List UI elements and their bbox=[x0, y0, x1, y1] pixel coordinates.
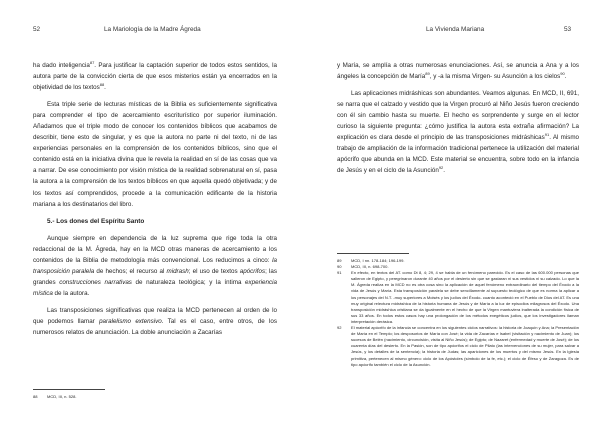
footnote-ref: 90 bbox=[560, 70, 565, 76]
page-number: 52 bbox=[33, 26, 41, 33]
footnote-ref: 91 bbox=[544, 132, 550, 138]
paragraph: Aunque siempre en dependencia de la luz suprema que rige toda la otra redaccional de la M. Ágreda, hay en la MCD otras maneras de acercamiento a los contenidos de la Biblia de metodología más convencional. Los reducimos a cinco: la transposición paralela de hechos; el recurso al midrash; el uso de textos apócrifos; las grandes construcciones narrativas de naturaleza teológica; y la íntima experiencia mística de la autora. bbox=[33, 234, 277, 297]
right-page bbox=[300, 0, 600, 423]
footnote-ref: 88 bbox=[99, 82, 105, 88]
footnotes bbox=[337, 258, 579, 368]
footnote-ref: 87 bbox=[89, 59, 95, 65]
footnote-separator bbox=[337, 253, 409, 254]
paragraph: y María, se amplía a otras numerosas enunciaciones. Así, se anuncia a Ana y a los ángeles la concepción de María$^{89}$, y -a la misma Virgen- su Asunción a los cielos$^{90}$. bbox=[337, 62, 579, 81]
footnote: 90 MCD, III, n. 698-700. bbox=[337, 264, 389, 270]
footnote: 92 El material apócrifo de la infancia se concentra en los siguientes ciclos narrativos: la historia de Joaquín y Ana; la Presentación de María en el Templo; los desposorios de María con José; la vida de Zacarías e Isabel (visitación y nacimiento de Juan); los sucesos de Belén (nacimiento, circuncisión, visita al Niño Jesús); de Egipto; de Nazaret (enfermedad y muerte de José); de los cuarenta días del desierto. En la Pasión, son de tipo apócrifos el ciclo de Pilato (las intervenciones de su mujer, para salvar a Jesús, y los detalles de la sentencia); la historia de Judas; las apariciones de los muertos y del mismo Jesús. En la Iglesia primitiva, pertenecen al mismo género: ciclo de los Apóstoles (símbolo de la fe, etc.); el ciclo de Éfeso y de Zaragoza. Es de tipo apócrifo también el ciclo de la Asunción. bbox=[337, 325, 579, 367]
footnote: 88 MCD, III, n. 528. bbox=[33, 394, 77, 399]
paragraph: Las aplicaciones midráshicas son abundantes. Veamos algunas. En MCD, II, 691, se narra que el calzado y vestido que la Virgen procuró al Niño Jesús fueron creciendo con él sin cambio hasta su muerte. El hecho es sorprendente y surge en el lector curioso la siguiente pregunta: ¿cómo justifica la autora esta extraña afirmación? La explicación es clara desde el principio de las transposiciones midráshicas$^{91}$. Al mismo trabajo de ampliación de la información tradicional pertenece la utilización del material apócrifo que abunda en la MCD. Este material se encuentra, sobre todo en la infancia de Jesús y en el ciclo de la Asunción$^{92}$. bbox=[337, 90, 580, 175]
footnote-ref: 89 bbox=[425, 70, 430, 76]
paragraph: Esta triple serie de lecturas místicas de la Biblia es suficientemente significativa para comprender el tipo de acercamiento escriturístico por superior iluminación. Añadamos que el triple modo de conocer los contenidos bíblicos que acabamos de describir, tiene esto de singular, y es que la autora no parte ni del texto, ni de las experiencias personales en la comprensión de los contenidos bíblicos, sino que el contenido está en la iniciativa divina que le revela la realidad en sí de las cosas que va a narrar. De ese conocimiento por visión mística de la realidad sobrenatural en sí, pasa la autora a la comprensión de los textos bíblicos en que aquella quedó objetivada; y de los textos así comprendidos, procede a la comunicación edificante de la historia mariana a los destinatarios del libro. bbox=[33, 101, 277, 208]
running-head: La Mariología de la Madre Ágreda bbox=[104, 26, 201, 33]
footnote-ref: 92 bbox=[438, 165, 444, 171]
running-head: La Vivienda Mariana bbox=[426, 26, 485, 33]
body-text bbox=[33, 60, 277, 344]
section-heading: 5.- Los dones del Espíritu Santo bbox=[47, 217, 145, 225]
footnote: 91 En efecto, en textos del AT. como Dt 8, 4; 29, 4 se habla de un fenómeno parecido. Es el caso de las 600.000 personas que salieron de Egipto, y peregrinaron durante 40 años por el desierto sin que se gastaran ni sus vestidos ni su calzado. Lo que la M. Ágreda realiza en la MCD no es otra cosa sino la aplicación de aquel fenómeno extraordinario del tiempo del Éxodo a la vida de Jesús y María. Esta transposición paralela se debe sencillamente al supuesto teológico de que es norma la aplicar a los personajes del N.T. -muy superiores a Moisés y los judíos del Éxodo- cuanto aconteció en el Pueblo de Dios del AT. Es una muy original relectura midráshica de la historia humana de Jesús y de María a la luz de episodios milagrosos del Éxodo. Una transposición midráshica cristiana se da igualmente en el hecho de que la Virgen mantuviera inalterada la condición física de sus 33 años. En todos estos casos hay una prolongación de los métodos exegéticos judíos, que los investigadores llaman interpretación derásica. bbox=[337, 270, 579, 324]
footnote: 89 MCD, I nn. 178-184; 196-199. bbox=[337, 258, 405, 263]
footnote-separator bbox=[33, 389, 105, 390]
paragraph: Las transposiciones significativas que realiza la MCD pertenecen al orden de lo que podemos llamar paralelismo extensivo. Tal es el caso, entre otros, de los numerosos relatos de anunciación. La doble anunciación a Zacarías bbox=[33, 306, 277, 337]
body-text bbox=[337, 60, 579, 182]
paragraph: ha dado inteligencia$^{87}$. Para justificar la captación superior de todos estos sentidos, la autora parte de la convicción cierta de que esos misterios están ya encerrados en la objetividad de los textos$^{88}$. bbox=[33, 59, 277, 92]
page-number: 53 bbox=[564, 26, 572, 33]
footnotes bbox=[33, 394, 277, 400]
